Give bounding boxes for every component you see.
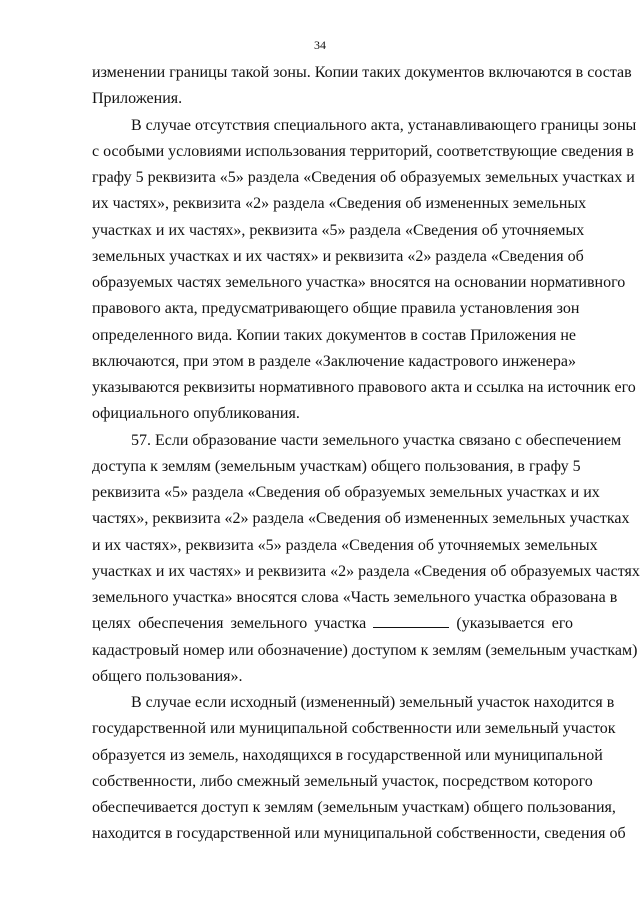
paragraph [92, 60, 632, 113]
text-line: общего пользования». [92, 667, 243, 685]
paragraph [92, 690, 626, 848]
paragraph [92, 428, 640, 691]
text-line: правового акта, предусматривающего общие правила установления зон [92, 300, 580, 318]
text-span: (указывается его [456, 615, 574, 633]
text-line: 57. Если образование части земельного участка связано с обеспечением [131, 431, 622, 449]
text-line: изменении границы такой зоны. Копии таких документов включаются в состав [92, 64, 632, 81]
text-line: указываются реквизиты нормативного правового акта и ссылка на источник его [92, 379, 636, 396]
text-line: и их частях», реквизита «5» раздела «Сведения об уточняемых земельных [92, 536, 598, 554]
text-line: собственности, либо смежный земельный участок, посредством которого [92, 772, 593, 790]
text-line: земельного участка» вносятся слова «Часть земельного участка образована в [92, 589, 618, 606]
text-line: реквизита «5» раздела «Сведения об образуемых земельных участках и их [92, 484, 600, 501]
text-line: графу 5 реквизита «5» раздела «Сведения об образуемых земельных участках и [92, 169, 635, 186]
text-span: целях обеспечения земельного участка [92, 615, 367, 633]
text-line: государственной или муниципальной собственности или земельный участок [92, 720, 616, 738]
text-line: В случае если исходный (измененный) земельный участок находится в [131, 694, 615, 711]
text-line: находится в государственной или муниципальной собственности, сведения об [92, 825, 626, 843]
text-line: земельных участках и их частях» и реквизита «2» раздела «Сведения об [92, 247, 584, 265]
text-line: доступа к землям (земельным участкам) общего пользования, в графу 5 [92, 457, 581, 475]
text-line: с особыми условиями использования территорий, соответствующие сведения в [92, 142, 634, 160]
text-line: частях», реквизита «2» раздела «Сведения об измененных земельных участках [92, 510, 630, 528]
text-line: включаются, при этом в разделе «Заключение кадастрового инженера» [92, 352, 577, 370]
text-line: их частях», реквизита «2» раздела «Сведения об измененных земельных [92, 195, 587, 213]
text-line: обеспечивается доступ к землям (земельным участкам) общего пользования, [92, 799, 616, 816]
text-line: образуется из земель, находящихся в государственной или муниципальной [92, 746, 603, 764]
text-line: определенного вида. Копии таких документов в состав Приложения не [92, 326, 577, 344]
text-line: кадастровый номер или обозначение) доступом к землям (земельным участкам) [92, 641, 638, 659]
text-line: участках и их частях» и реквизита «2» раздела «Сведения об образуемых частях [92, 562, 640, 580]
paragraph [92, 113, 637, 428]
text-line: участках и их частях», реквизита «5» раздела «Сведения об уточняемых [92, 221, 585, 239]
text-line: образуемых частях земельного участка» вносятся на основании нормативного [92, 274, 626, 291]
text-line: В случае отсутствия специального акта, устанавливающего границы зоны [131, 116, 637, 134]
text-line: официального опубликования. [92, 405, 300, 423]
fill-in-blank [373, 615, 449, 628]
text-line: Приложения. [92, 90, 183, 108]
page-number: 34 [314, 38, 326, 52]
document-body [92, 60, 640, 848]
text-line [92, 611, 573, 637]
